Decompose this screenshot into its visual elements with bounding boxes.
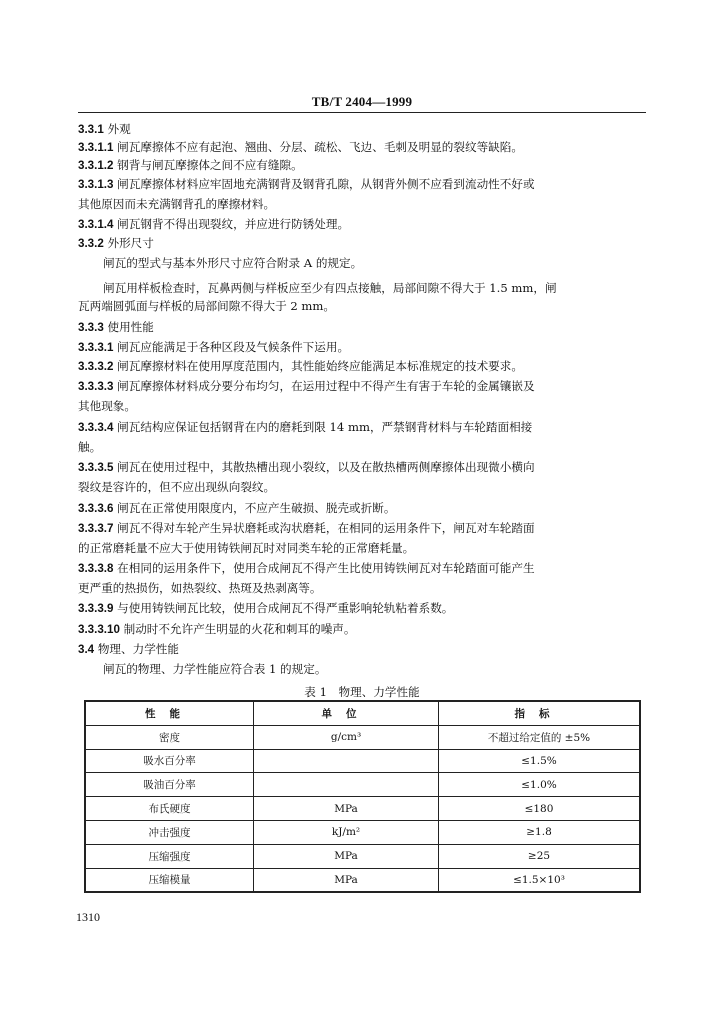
paragraph-line xyxy=(78,460,644,475)
table-cell xyxy=(254,773,439,797)
paragraph-line xyxy=(78,140,644,155)
table-cell: 压缩模量 xyxy=(85,868,254,892)
table-cell: ≤1.0% xyxy=(439,773,641,797)
clause-number: 3.3.3.10 xyxy=(78,623,120,636)
table-cell: ≤1.5% xyxy=(439,749,641,773)
paragraph-line xyxy=(78,501,644,516)
clause-number: 3.3.1.4 xyxy=(78,218,114,231)
table-row xyxy=(85,844,640,868)
clause-number: 3.3.3.1 xyxy=(78,341,114,354)
paragraph-line xyxy=(103,256,669,270)
clause-number: 3.3.3 xyxy=(78,321,104,334)
clause-text: 闸瓦在正常使用限度内，不应产生破损、脱壳或折断。 xyxy=(117,501,396,515)
paragraph-line xyxy=(78,581,644,595)
clause-text: 外形尺寸 xyxy=(107,236,154,250)
clause-number: 3.3.1.1 xyxy=(78,141,114,154)
clause-text: 闸瓦的型式与基本外形尺寸应符合附录 A 的规定。 xyxy=(103,256,363,270)
table-cell: ≥1.8 xyxy=(439,820,641,844)
paragraph-line xyxy=(78,320,644,335)
clause-text: 使用性能 xyxy=(107,320,154,334)
paragraph-line xyxy=(78,122,644,137)
paragraph-line xyxy=(78,622,644,637)
clause-text: 闸瓦在使用过程中，其散热槽出现小裂纹，以及在散热槽两侧摩擦体出现微小横向 xyxy=(117,460,535,474)
table-cell xyxy=(254,749,439,773)
table-header-cell: 单位 xyxy=(254,701,439,725)
clause-text: 裂纹是容许的，但不应出现纵向裂纹。 xyxy=(78,480,276,494)
paragraph-line xyxy=(78,541,644,555)
clause-text: 外观 xyxy=(107,122,131,136)
header-rule xyxy=(78,112,646,113)
clause-number: 3.3.3.3 xyxy=(78,380,114,393)
clause-text: 其他现象。 xyxy=(78,399,136,413)
clause-number: 3.3.2 xyxy=(78,237,104,250)
clause-number: 3.3.3.4 xyxy=(78,421,114,434)
table-cell: MPa xyxy=(254,868,439,892)
table-cell: 吸水百分率 xyxy=(85,749,254,773)
table-cell: MPa xyxy=(254,844,439,868)
properties-table xyxy=(84,700,641,893)
paragraph-line xyxy=(78,217,644,232)
table-cell: kJ/m² xyxy=(254,820,439,844)
clause-text: 触。 xyxy=(78,440,102,454)
clause-text: 闸瓦结构应保证包括钢背在内的磨耗到限 14 mm，严禁钢背材料与车轮踏面相接 xyxy=(117,420,533,434)
clause-number: 3.4 xyxy=(78,643,95,656)
table-header-cell: 性能 xyxy=(85,701,254,725)
clause-text: 钢背与闸瓦摩擦体之间不应有缝隙。 xyxy=(117,158,303,172)
paragraph-line xyxy=(78,480,644,494)
table-cell: ≤180 xyxy=(439,797,641,821)
clause-text: 闸瓦摩擦体材料成分要分布均匀，在运用过程中不得产生有害于车轮的金属镶嵌及 xyxy=(117,379,535,393)
clause-text: 与使用铸铁闸瓦比较，使用合成闸瓦不得严重影响轮轨粘着系数。 xyxy=(117,601,454,615)
clause-number: 3.3.3.9 xyxy=(78,602,114,615)
paragraph-line xyxy=(103,281,669,295)
clause-text: 闸瓦用样板检查时，瓦鼻两侧与样板应至少有四点接触，局部间隙不得大于 1.5 mm，闸 xyxy=(103,281,557,295)
table-row xyxy=(85,820,640,844)
paragraph-line xyxy=(78,379,644,394)
clause-text: 闸瓦摩擦材料在使用厚度范围内，其性能始终应能满足本标准规定的技术要求。 xyxy=(117,359,523,373)
clause-number: 3.3.1.2 xyxy=(78,159,114,172)
paragraph-line xyxy=(78,420,644,435)
paragraph-line xyxy=(78,340,644,355)
clause-number: 3.3.3.7 xyxy=(78,522,114,535)
clause-text: 闸瓦摩擦体不应有起泡、翘曲、分层、疏松、飞边、毛刺及明显的裂纹等缺陷。 xyxy=(117,140,523,154)
paragraph-line xyxy=(78,299,644,313)
table-row xyxy=(85,868,640,892)
table-row xyxy=(85,773,640,797)
paragraph-line xyxy=(78,642,644,657)
clause-text: 瓦两端圆弧面与样板的局部间隙不得大于 2 mm。 xyxy=(78,299,336,313)
table-cell: 冲击强度 xyxy=(85,820,254,844)
document-header: TB/T 2404—1999 xyxy=(311,94,413,109)
clause-text: 闸瓦的物理、力学性能应符合表 1 的规定。 xyxy=(103,662,327,676)
paragraph-line xyxy=(103,662,669,676)
paragraph-line xyxy=(78,521,644,536)
clause-text: 更严重的热损伤，如热裂纹、热斑及热剥离等。 xyxy=(78,581,322,595)
table-header-cell: 指标 xyxy=(439,701,641,725)
clause-number: 3.3.3.5 xyxy=(78,461,114,474)
table-cell: 不超过给定值的 ±5% xyxy=(439,725,641,749)
page-number: 1310 xyxy=(76,910,100,924)
table-row xyxy=(85,725,640,749)
clause-text: 的正常磨耗量不应大于使用铸铁闸瓦时对同类车轮的正常磨耗量。 xyxy=(78,541,415,555)
clause-text: 在相同的运用条件下，使用合成闸瓦不得产生比使用铸铁闸瓦对车轮踏面可能产生 xyxy=(117,561,535,575)
clause-number: 3.3.3.6 xyxy=(78,502,114,515)
paragraph-line xyxy=(78,561,644,576)
paragraph-line xyxy=(78,399,644,413)
clause-text: 闸瓦摩擦体材料应牢固地充满钢背及钢背孔隙，从钢背外侧不应看到流动性不好或 xyxy=(117,177,535,191)
table-cell: ≥25 xyxy=(439,844,641,868)
paragraph-line xyxy=(78,158,644,173)
table-row xyxy=(85,749,640,773)
clause-text: 制动时不允许产生明显的火花和刺耳的噪声。 xyxy=(123,622,356,636)
table-cell: 布氏硬度 xyxy=(85,797,254,821)
clause-text: 闸瓦钢背不得出现裂纹，并应进行防锈处理。 xyxy=(117,217,350,231)
table-caption: 表 1 物理、力学性能 xyxy=(304,685,420,699)
clause-number: 3.3.1.3 xyxy=(78,178,114,191)
paragraph-line xyxy=(78,440,644,454)
paragraph-line xyxy=(78,177,644,192)
table-cell: 压缩强度 xyxy=(85,844,254,868)
table-cell: g/cm³ xyxy=(254,725,439,749)
paragraph-line xyxy=(78,601,644,616)
table-cell: 密度 xyxy=(85,725,254,749)
table-cell: ≤1.5×10³ xyxy=(439,868,641,892)
table-cell: MPa xyxy=(254,797,439,821)
clause-number: 3.3.3.2 xyxy=(78,360,114,373)
clause-text: 物理、力学性能 xyxy=(97,642,179,656)
clause-number: 3.3.3.8 xyxy=(78,562,114,575)
clause-number: 3.3.1 xyxy=(78,123,104,136)
paragraph-line xyxy=(78,197,644,211)
table-cell: 吸油百分率 xyxy=(85,773,254,797)
paragraph-line xyxy=(78,359,644,374)
paragraph-line xyxy=(78,236,644,251)
table-row xyxy=(85,797,640,821)
clause-text: 其他原因而未充满钢背孔的摩擦材料。 xyxy=(78,197,276,211)
clause-text: 闸瓦不得对车轮产生异状磨耗或沟状磨耗，在相同的运用条件下，闸瓦对车轮踏面 xyxy=(117,521,535,535)
clause-text: 闸瓦应能满足于各种区段及气候条件下运用。 xyxy=(117,340,350,354)
table-header-row xyxy=(85,701,640,725)
